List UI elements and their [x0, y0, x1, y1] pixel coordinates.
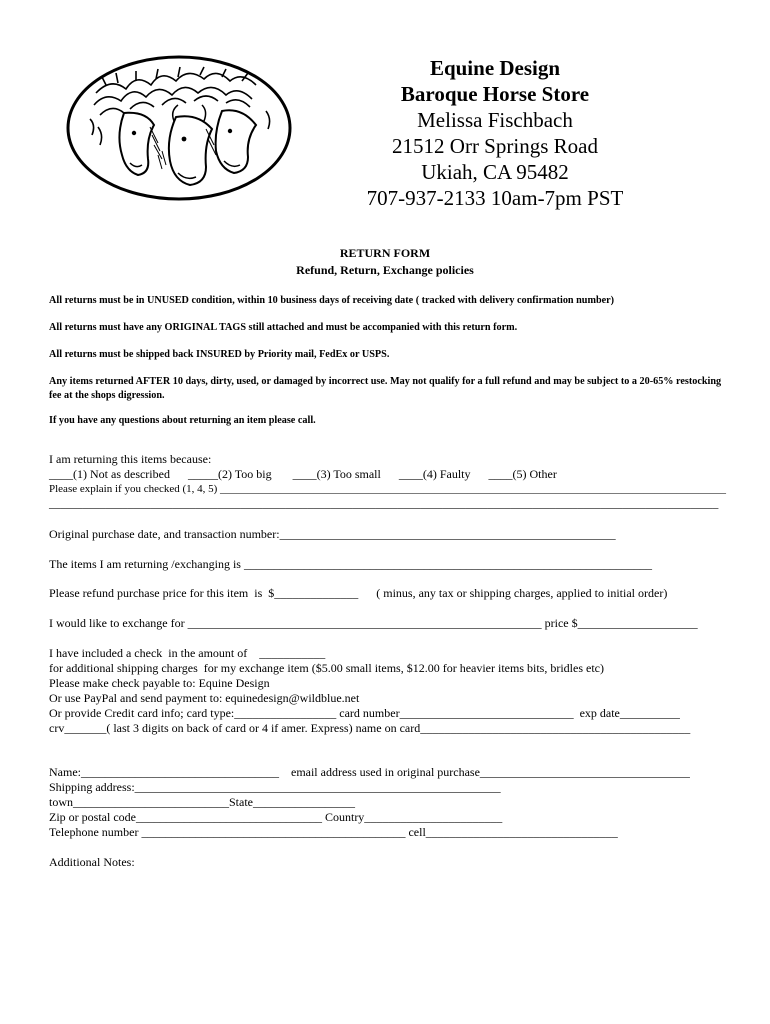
check-amount-field[interactable]: I have included a check in the amount of ___________: [49, 646, 326, 660]
phone-hours: 707-937-2133 10am-7pm PST: [366, 186, 624, 210]
policy-late-returns: Any items returned AFTER 10 days, dirty, used, or damaged by incorrect use. May not qualify for a full refund and may be subject to a 20-65% restocking fee at the shops digression.: [49, 376, 722, 401]
town-state-field[interactable]: town__________________________State_________________: [49, 795, 355, 809]
owner-name: Melissa Fischbach: [417, 108, 573, 132]
horse-heads-icon: [66, 55, 292, 201]
refund-price-field[interactable]: Please refund purchase price for this item is $______________ ( minus, any tax or shipping charges, applied to initial order): [49, 586, 668, 600]
store-name: Equine Design: [429, 56, 561, 80]
credit-card-field[interactable]: Or provide Credit card info; card type:_________________ card number_____________________________ exp date__________: [49, 706, 680, 720]
paypal-note: Or use PayPal and send payment to: equinedesign@wildblue.net: [49, 691, 360, 705]
explain-field[interactable]: Please explain if you checked (1, 4, 5) ____________________________________________________________________________________________: [49, 483, 727, 495]
zip-country-field[interactable]: Zip or postal code_______________________________ Country_______________________: [49, 810, 503, 824]
crv-field[interactable]: crv_______( last 3 digits on back of card or 4 if amer. Express) name on card_____________________________________________: [49, 721, 691, 735]
policy-unused: All returns must be in UNUSED condition, within 10 business days of receiving date ( tracked with delivery confirmation number): [49, 295, 615, 306]
purchase-date-field[interactable]: Original purchase date, and transaction number:________________________________________________________: [49, 527, 616, 541]
items-returning-field[interactable]: The items I am returning /exchanging is ____________________________________________________________________: [49, 557, 652, 571]
policy-questions: If you have any questions about returning an item please call.: [49, 415, 316, 426]
payable-to-note: Please make check payable to: Equine Design: [49, 676, 270, 690]
store-header: [300, 55, 690, 211]
city-address: Ukiah, CA 95482: [421, 160, 569, 184]
exchange-for-field[interactable]: I would like to exchange for ___________________________________________________________ price $____________________: [49, 616, 698, 630]
explain-line-2[interactable]: _______________________________________________________________________________________________________________________: [49, 498, 719, 510]
form-title: RETURN FORM: [339, 246, 431, 260]
reason-options[interactable]: ____(1) Not as described _____(2) Too big ____(3) Too small ____(4) Faulty ____(5) Other: [49, 467, 557, 481]
reason-intro: I am returning this items because:: [49, 452, 212, 466]
horse-logo: [66, 55, 292, 201]
telephone-field[interactable]: Telephone number ____________________________________________ cell________________________________: [49, 825, 618, 839]
policy-tags: All returns must have any ORIGINAL TAGS still attached and must be accompanied with this return form.: [49, 322, 518, 333]
shipping-charges-note: for additional shipping charges for my exchange item ($5.00 small items, $12.00 for heavier items bits, bridles etc): [49, 661, 604, 675]
name-email-field[interactable]: Name:_________________________________ email address used in original purchase___________________________________: [49, 765, 690, 779]
policy-shipping: All returns must be shipped back INSURED by Priority mail, FedEx or USPS.: [49, 349, 390, 360]
additional-notes-label: Additional Notes:: [49, 855, 135, 869]
form-subtitle: Refund, Return, Exchange policies: [296, 263, 474, 277]
shipping-address-field[interactable]: Shipping address:_____________________________________________________________: [49, 780, 501, 794]
store-subtitle: Baroque Horse Store: [400, 82, 590, 106]
street-address: 21512 Orr Springs Road: [392, 134, 598, 158]
